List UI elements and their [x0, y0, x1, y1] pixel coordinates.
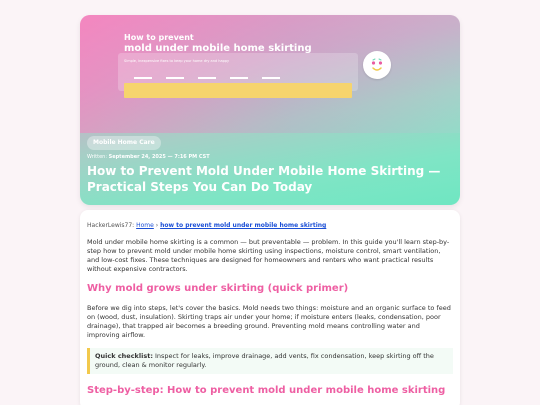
breadcrumb-home-link[interactable]: Home — [136, 222, 154, 229]
category-tag[interactable]: Mobile Home Care — [87, 136, 161, 150]
primer-paragraph: Before we dig into steps, let's cover the basics. Mold needs two things: moisture and an organic surface to feed on (wood, dust, insulation). Skirting traps air under your home; if moisture enters (leaks, condensation, poor drainage), that trapped air becomes a breeding ground. Preventing mold means controlling water and improving airflow. — [87, 304, 451, 339]
breadcrumb-prefix: HackerLewis77: — [87, 222, 135, 229]
checklist-label: Quick checklist: — [95, 352, 153, 360]
checklist-text: Inspect for leaks, improve drainage, add vents, fix condensation, keep skirting off the ground, clean & monitor regularly. — [95, 352, 434, 369]
written-date: September 24, 2025 — 7:16 PM CST — [108, 154, 210, 160]
banner-title-line2: mold under mobile home skirting — [124, 43, 312, 54]
hero-banner-image — [80, 15, 460, 133]
breadcrumb-current-link[interactable]: how to prevent mold under mobile home skirting — [160, 222, 327, 229]
banner-dash — [134, 77, 152, 79]
intro-paragraph: Mold under mobile home skirting is a common — but preventable — problem. In this guide you'll learn step-by-step how to prevent mold under mobile home skirting using inspections, moisture control, smart ventilation, and low-cost fixes. These techniques are designed for homeowners and renters who want practical results without expensive contractors. — [87, 238, 450, 273]
breadcrumb-separator: › — [155, 222, 159, 229]
article-body — [80, 210, 460, 405]
banner-subtitle: Simple, inexpensive fixes to keep your home dry and happy — [124, 59, 230, 63]
banner-yellow-bar — [124, 83, 352, 98]
written-label: Written: — [87, 154, 108, 160]
quick-checklist-callout — [87, 348, 453, 374]
smiley-face-icon — [363, 51, 391, 79]
hero-card — [80, 15, 460, 205]
article-title: How to Prevent Mold Under Mobile Home Skirting — Practical Steps You Can Do Today — [87, 164, 441, 194]
banner-dash — [166, 77, 184, 79]
section-heading-primer: Why mold grows under skirting (quick primer) — [87, 283, 349, 294]
banner-title-line1: How to prevent — [124, 33, 194, 42]
banner-dash — [230, 77, 248, 79]
banner-dash — [262, 77, 280, 79]
breadcrumb — [87, 222, 453, 230]
post-date — [87, 154, 210, 161]
banner-dash — [198, 77, 216, 79]
section-heading-steps: Step-by-step: How to prevent mold under mobile home skirting — [87, 385, 446, 396]
